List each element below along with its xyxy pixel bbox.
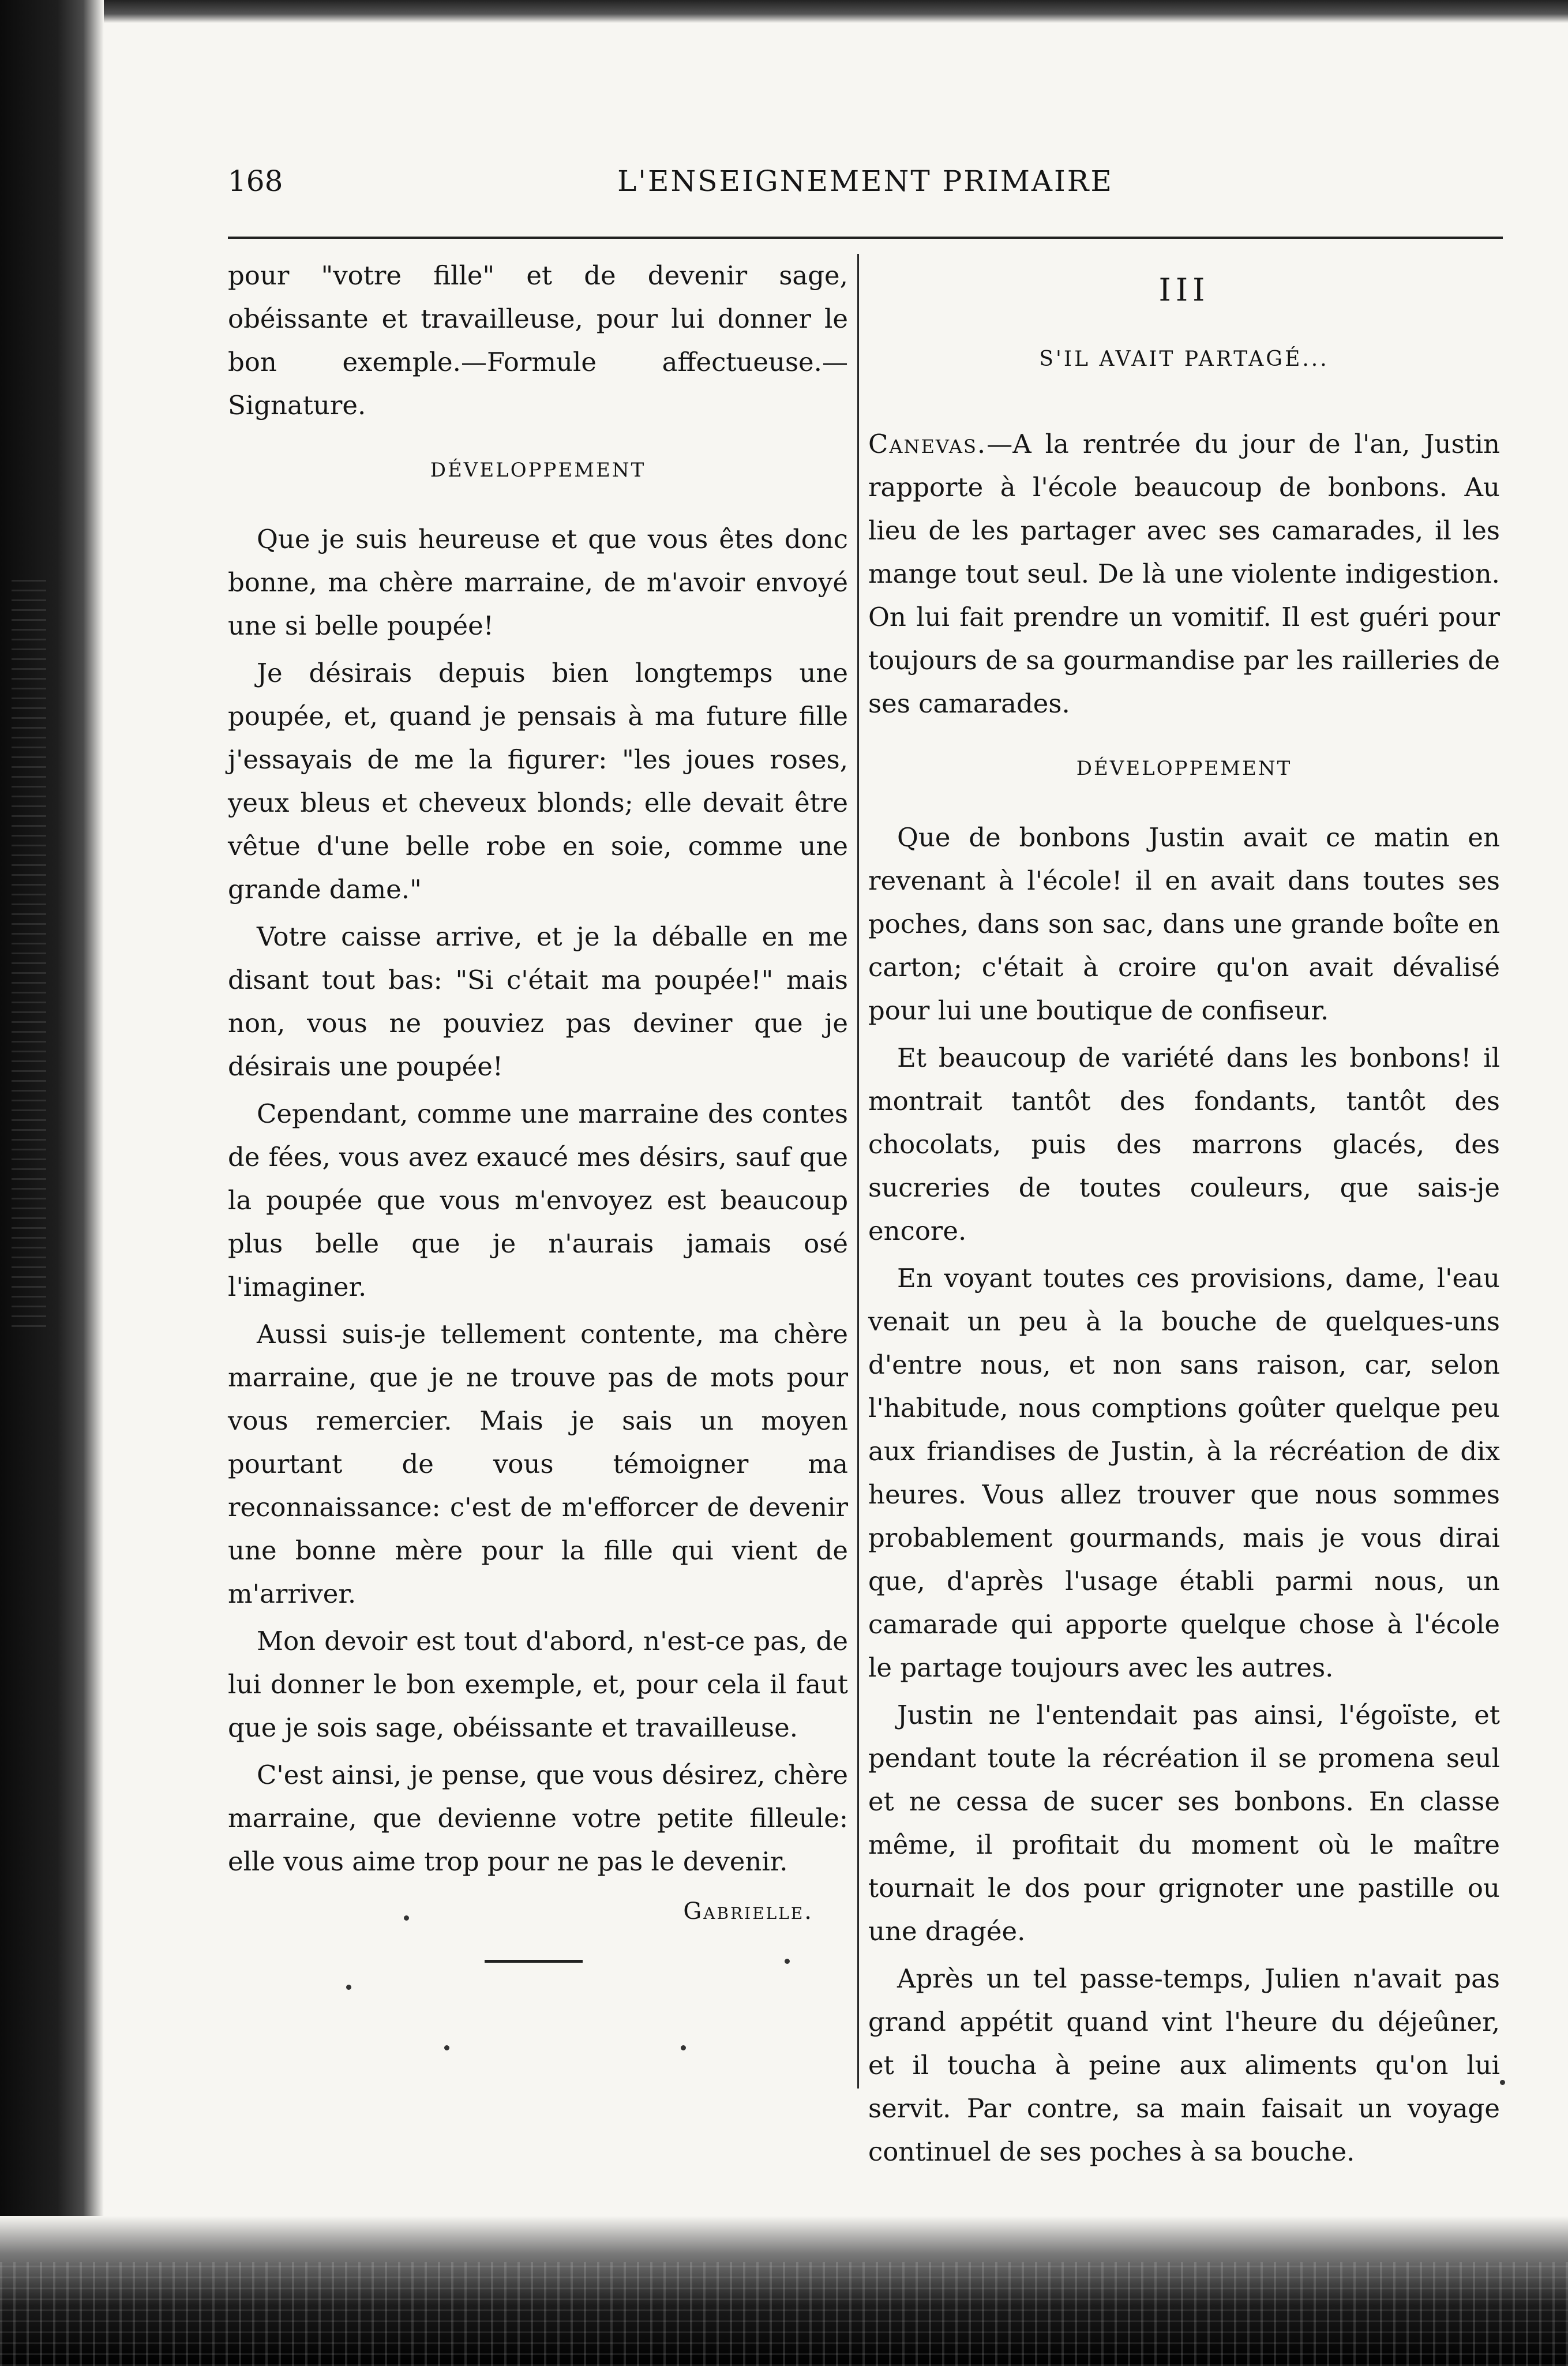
paragraph: Votre caisse arrive, et je la déballe en me disant tout bas: "Si c'était ma poupée!" mais non, vous ne pouviez pas deviner que je désirais une poupée! xyxy=(228,921,848,1082)
paragraph: C'est ainsi, je pense, que vous désirez, chère marraine, que devienne votre petite filleule: elle vous aime trop pour ne pas le devenir. xyxy=(228,1760,848,1877)
paragraph: Que je suis heureuse et que vous êtes donc bonne, ma chère marraine, de m'avoir envoyé une si belle poupée! xyxy=(228,524,848,641)
scan-speck xyxy=(681,2045,686,2050)
paragraph: Après un tel passe-temps, Julien n'avait pas grand appétit quand vint l'heure du déjeûner, et il toucha à peine aux aliments qu'on lui servit. Par contre, sa main faisait un voyage continuel de ses poches à sa bouche. xyxy=(868,1963,1500,2167)
scan-top-edge xyxy=(0,0,1568,23)
opening-paragraph: pour "votre fille" et de devenir sage, obéissante et travailleuse, pour lui donner le bon exemple.—Formule affectueuse.—Signature. xyxy=(228,260,848,421)
paragraph: Je désirais depuis bien longtemps une poupée, et, quand je pensais à ma future fille j'essayais de me la figurer: "les joues roses, yeux bleus et cheveux blonds; elle devait être vêtue d'une belle robe en soie, comme une grande dame." xyxy=(228,658,848,905)
paragraph: Cependant, comme une marraine des contes de fées, vous avez exaucé mes désirs, sauf que la poupée que vous m'envoyez est beaucoup plus belle que je n'aurais jamais osé l'imaginer. xyxy=(228,1098,848,1302)
scan-speck xyxy=(444,2045,449,2050)
paragraph: En voyant toutes ces provisions, dame, l'eau venait un peu à la bouche de quelques-uns d'entre nous, et non sans raison, car, selon l'habitude, nous comptions goûter quelque peu aux friandises de Justin, à la récréation de dix heures. Vous allez trouver que nous sommes probablement gourmands, mais je vous dirai que, d'après l'usage établi parmi nous, un camarade qui apporte quelque chose à l'école le partage toujours avec les autres. xyxy=(868,1263,1500,1683)
scan-speck xyxy=(346,1985,351,1990)
section-number: III xyxy=(1158,272,1210,308)
right-column xyxy=(868,254,1500,2177)
paragraph: Aussi suis-je tellement contente, ma chère marraine, que je ne trouve pas de mots pour vous remercier. Mais je sais un moyen pourtant de vous témoigner ma reconnaissance: c'est de m'efforcer de devenir une bonne mère pour la fille qui vient de m'arriver. xyxy=(228,1319,848,1609)
signature: Gabrielle. xyxy=(683,1898,813,1925)
section-heading: DÉVELOPPEMENT xyxy=(1076,757,1292,780)
running-header xyxy=(228,164,1503,211)
paragraph: Que de bonbons Justin avait ce matin en revenant à l'école! il en avait dans toutes ses poches, dans son sac, dans une grande boîte en carton; c'était à croire qu'on avait dévalisé pour lui une boutique de confiseur. xyxy=(868,822,1500,1026)
paragraph: Justin ne l'entendait pas ainsi, l'égoïste, et pendant toute la récréation il se promena seul et ne cessa de sucer ses bonbons. En classe même, il profitait du moment où le maître tournait le dos pour grignoter une pastille ou une dragée. xyxy=(868,1700,1500,1947)
paragraph: Mon devoir est tout d'abord, n'est-ce pas, de lui donner le bon exemple, et, pour cela il faut que je sois sage, obéissante et travailleuse. xyxy=(228,1626,848,1743)
scan-left-edge xyxy=(0,0,104,2366)
canevas-label: Canevas. xyxy=(868,429,987,459)
page-number: 168 xyxy=(228,164,283,198)
scan-speck xyxy=(404,1915,409,1921)
scan-bottom-edge xyxy=(0,2216,1568,2366)
end-rule xyxy=(485,1960,583,1963)
section-title: S'IL AVAIT PARTAGÉ... xyxy=(1039,347,1329,371)
column-rule xyxy=(857,254,859,2088)
section-heading: DÉVELOPPEMENT xyxy=(430,459,646,482)
canevas-paragraph xyxy=(868,422,1500,725)
canevas-text: —A la rentrée du jour de l'an, Justin rapporte à l'école beaucoup de bonbons. Au lieu de les partager avec ses camarades, il les mange tout seul. De là une violente indigestion. On lui fait prendre un vomitif. Il est guéri pour toujours de sa gourmandise par les railleries de ses camarades. xyxy=(868,429,1500,719)
scan-speck xyxy=(1500,2080,1505,2085)
scan-speck xyxy=(785,1959,790,1964)
left-column xyxy=(228,254,848,1933)
running-title: L'ENSEIGNEMENT PRIMAIRE xyxy=(617,164,1113,198)
paragraph: Et beaucoup de variété dans les bonbons! il montrait tantôt des fondants, tantôt des chocolats, puis des marrons glacés, des sucreries de toutes couleurs, que sais-je encore. xyxy=(868,1043,1500,1246)
header-rule xyxy=(228,237,1503,239)
